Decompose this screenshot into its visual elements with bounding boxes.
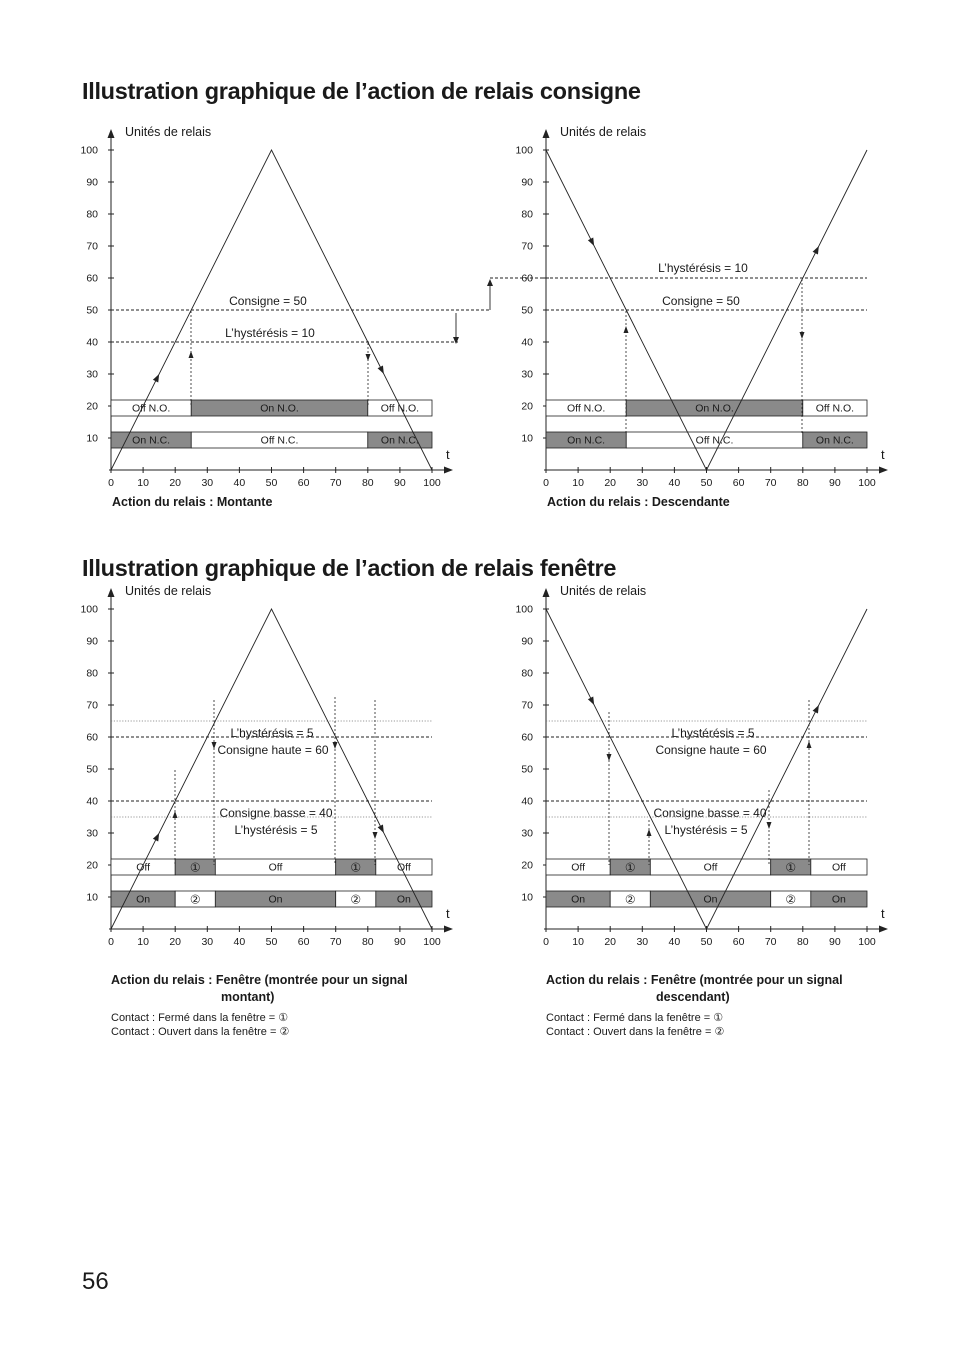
y-axis-arrow (108, 129, 115, 138)
switch-arrow (807, 741, 812, 748)
relay-segment-label: Off N.O. (566, 402, 606, 415)
x-tick-label: 30 (201, 936, 214, 948)
y-tick-label: 10 (86, 891, 98, 904)
x-tick-label: 0 (108, 477, 114, 489)
y-tick-label: 100 (80, 144, 98, 157)
chart-caption: Action du relais : Fenêtre (montrée pour un signal (111, 973, 408, 987)
relay-segment-label: On (831, 893, 846, 906)
switch-arrow (333, 742, 338, 749)
direction-arrow (813, 705, 819, 713)
y-tick-label: 10 (521, 891, 533, 904)
relay-segment-label: Off (397, 861, 411, 874)
hysteresis-arrow-down-head (453, 337, 459, 344)
y-tick-label: 100 (515, 603, 533, 616)
y-tick-label: 20 (521, 400, 533, 413)
section-title-fenetre: Illustration graphique de l’action de relais fenêtre (82, 555, 617, 581)
x-tick-label: 20 (169, 477, 182, 489)
x-tick-label: 30 (636, 936, 649, 948)
y-tick-label: 80 (521, 667, 533, 680)
y-tick-label: 20 (86, 859, 98, 872)
page-number: 56 (82, 1268, 109, 1295)
x-tick-label: 50 (700, 936, 713, 948)
x-axis-label: t (881, 906, 885, 921)
hline-label: L’hystérésis = 5 (234, 823, 318, 837)
x-axis-arrow (879, 467, 888, 474)
relay-segment-label: ② (189, 892, 201, 907)
relay-segment-label: Off N.O. (380, 402, 420, 415)
y-tick-label: 10 (86, 432, 98, 445)
y-tick-label: 50 (86, 304, 98, 317)
chart-c1 (80, 125, 490, 509)
relay-segment-label: ② (624, 892, 636, 907)
x-tick-label: 80 (361, 477, 374, 489)
y-tick-label: 60 (86, 272, 98, 285)
y-tick-label: 80 (86, 208, 98, 221)
x-axis-arrow (879, 926, 888, 933)
hline-label: Consigne = 50 (229, 294, 307, 308)
hline-label: L’hystérésis = 5 (230, 726, 314, 740)
x-tick-label: 100 (423, 477, 441, 489)
y-tick-label: 70 (521, 699, 533, 712)
x-axis-label: t (446, 447, 450, 462)
hline-label: Consigne basse = 40 (653, 806, 767, 820)
x-tick-label: 50 (265, 477, 278, 489)
y-tick-label: 40 (86, 795, 98, 808)
x-tick-label: 80 (796, 477, 809, 489)
direction-arrow (588, 697, 594, 705)
y-tick-label: 40 (521, 336, 533, 349)
y-tick-label: 30 (521, 368, 533, 381)
switch-arrow (624, 326, 629, 333)
relay-segment-label: Off (703, 861, 718, 874)
relay-segment-label: Off (268, 861, 283, 874)
chart-c3 (80, 584, 453, 1038)
y-tick-label: 60 (521, 731, 533, 744)
chart-caption-line2: montant) (221, 990, 275, 1004)
x-tick-label: 30 (636, 477, 649, 489)
relay-segment-label: On N.C. (132, 434, 171, 447)
switch-arrow (173, 811, 178, 818)
legend-closed: Contact : Fermé dans la fenêtre = ① (111, 1012, 289, 1024)
y-tick-label: 90 (86, 635, 98, 648)
y-tick-label: 40 (521, 795, 533, 808)
x-tick-label: 70 (764, 936, 777, 948)
x-tick-label: 20 (169, 936, 182, 948)
relay-segment-label: ② (350, 892, 362, 907)
y-tick-label: 20 (521, 859, 533, 872)
direction-arrow (153, 833, 159, 841)
switch-arrow (373, 832, 378, 839)
x-tick-label: 40 (233, 936, 246, 948)
relay-segment-label: ① (350, 860, 362, 875)
y-tick-label: 30 (86, 368, 98, 381)
x-tick-label: 40 (668, 936, 681, 948)
direction-arrow (153, 374, 159, 382)
signal-line (111, 609, 432, 929)
chart-caption: Action du relais : Descendante (547, 495, 730, 509)
x-tick-label: 50 (265, 936, 278, 948)
x-tick-label: 70 (329, 936, 342, 948)
x-tick-label: 0 (543, 936, 549, 948)
relay-segment-label: ① (785, 860, 797, 875)
relay-segment-label: On (571, 893, 586, 906)
x-tick-label: 20 (604, 936, 617, 948)
x-tick-label: 30 (201, 477, 214, 489)
chart-caption: Action du relais : Montante (112, 495, 273, 509)
legend-closed: Contact : Fermé dans la fenêtre = ① (546, 1012, 724, 1024)
relay-segment-label: On (136, 893, 151, 906)
section-title-consigne: Illustration graphique de l’action de relais consigne (82, 78, 641, 104)
hline-label: Consigne basse = 40 (219, 806, 333, 820)
x-axis-label: t (881, 447, 885, 462)
y-axis-arrow (108, 588, 115, 597)
y-tick-label: 90 (86, 176, 98, 189)
relay-segment-label: On (396, 893, 411, 906)
y-tick-label: 60 (521, 272, 533, 285)
legend-open: Contact : Ouvert dans la fenêtre = ② (111, 1026, 290, 1038)
y-tick-label: 70 (521, 240, 533, 253)
x-tick-label: 40 (668, 477, 681, 489)
y-axis-label: Unités de relais (125, 125, 212, 139)
x-tick-label: 60 (297, 477, 310, 489)
hline-label: Consigne haute = 60 (217, 743, 329, 757)
hline-label: L’hystérésis = 10 (658, 261, 748, 275)
x-tick-label: 70 (764, 477, 777, 489)
y-tick-label: 80 (86, 667, 98, 680)
x-tick-label: 80 (796, 936, 809, 948)
relay-segment-label: ① (624, 860, 636, 875)
y-tick-label: 60 (86, 731, 98, 744)
relay-segment-label: ② (785, 892, 797, 907)
x-tick-label: 10 (137, 936, 149, 948)
x-tick-label: 100 (423, 936, 441, 948)
chart-caption-line2: descendant) (656, 990, 730, 1004)
x-tick-label: 10 (137, 477, 149, 489)
chart-c4 (515, 584, 888, 1038)
y-tick-label: 90 (521, 635, 533, 648)
relay-segment-label: Off (832, 861, 846, 874)
direction-arrow (378, 825, 384, 833)
x-tick-label: 60 (297, 936, 310, 948)
hline-label: L’hystérésis = 10 (225, 326, 315, 340)
x-tick-label: 70 (329, 477, 342, 489)
direction-arrow (588, 238, 594, 246)
legend-open: Contact : Ouvert dans la fenêtre = ② (546, 1026, 725, 1038)
y-axis-label: Unités de relais (560, 584, 647, 598)
x-tick-label: 80 (361, 936, 374, 948)
relay-segment-label: Off (571, 861, 586, 874)
x-tick-label: 20 (604, 477, 617, 489)
relay-segment-label: On N.O. (260, 402, 299, 415)
direction-arrow (813, 246, 819, 254)
relay-segment-label: Off N.O. (131, 402, 171, 415)
x-tick-label: 0 (108, 936, 114, 948)
switch-arrow (189, 351, 194, 358)
switch-arrow (366, 354, 371, 361)
y-tick-label: 50 (521, 763, 533, 776)
hysteresis-arrow-up-head (487, 279, 493, 286)
direction-arrow (378, 366, 384, 374)
x-tick-label: 0 (543, 477, 549, 489)
relay-segment-label: On (268, 893, 283, 906)
x-axis-label: t (446, 906, 450, 921)
switch-arrow (607, 754, 612, 761)
hline-label: L’hystérésis = 5 (664, 823, 748, 837)
hline-label: Consigne = 50 (662, 294, 740, 308)
switch-arrow (767, 822, 772, 829)
relay-segment-label: Off N.C. (695, 434, 734, 447)
x-axis-arrow (444, 467, 453, 474)
y-tick-label: 100 (515, 144, 533, 157)
x-axis-arrow (444, 926, 453, 933)
x-tick-label: 100 (858, 936, 876, 948)
hline-label: Consigne haute = 60 (655, 743, 767, 757)
chart-caption: Action du relais : Fenêtre (montrée pour un signal (546, 973, 843, 987)
relay-segment-label: On N.C. (380, 434, 419, 447)
hline-label: L’hystérésis = 5 (671, 726, 755, 740)
y-tick-label: 40 (86, 336, 98, 349)
switch-arrow (212, 742, 217, 749)
x-tick-label: 90 (829, 936, 841, 948)
x-tick-label: 90 (829, 477, 841, 489)
relay-segment-label: On (703, 893, 718, 906)
relay-segment-label: On N.C. (815, 434, 854, 447)
y-tick-label: 70 (86, 699, 98, 712)
y-axis-label: Unités de relais (125, 584, 212, 598)
x-tick-label: 60 (732, 477, 745, 489)
y-tick-label: 30 (521, 827, 533, 840)
y-tick-label: 70 (86, 240, 98, 253)
x-tick-label: 10 (572, 936, 584, 948)
chart-c2 (490, 125, 888, 509)
signal-line (546, 609, 867, 929)
y-tick-label: 50 (521, 304, 533, 317)
x-tick-label: 90 (394, 936, 406, 948)
x-tick-label: 50 (700, 477, 713, 489)
y-tick-label: 90 (521, 176, 533, 189)
y-tick-label: 30 (86, 827, 98, 840)
relay-segment-label: ① (189, 860, 201, 875)
y-tick-label: 10 (521, 432, 533, 445)
y-tick-label: 50 (86, 763, 98, 776)
x-tick-label: 40 (233, 477, 246, 489)
switch-arrow (800, 332, 805, 339)
y-tick-label: 100 (80, 603, 98, 616)
relay-segment-label: On N.O. (695, 402, 734, 415)
y-axis-arrow (543, 588, 550, 597)
y-tick-label: 20 (86, 400, 98, 413)
relay-segment-label: Off (136, 861, 151, 874)
switch-arrow (647, 829, 652, 836)
x-tick-label: 90 (394, 477, 406, 489)
y-tick-label: 80 (521, 208, 533, 221)
y-axis-arrow (543, 129, 550, 138)
y-axis-label: Unités de relais (560, 125, 647, 139)
x-tick-label: 60 (732, 936, 745, 948)
x-tick-label: 100 (858, 477, 876, 489)
relay-segment-label: On N.C. (567, 434, 606, 447)
x-tick-label: 10 (572, 477, 584, 489)
relay-segment-label: Off N.O. (815, 402, 855, 415)
relay-segment-label: Off N.C. (260, 434, 299, 447)
